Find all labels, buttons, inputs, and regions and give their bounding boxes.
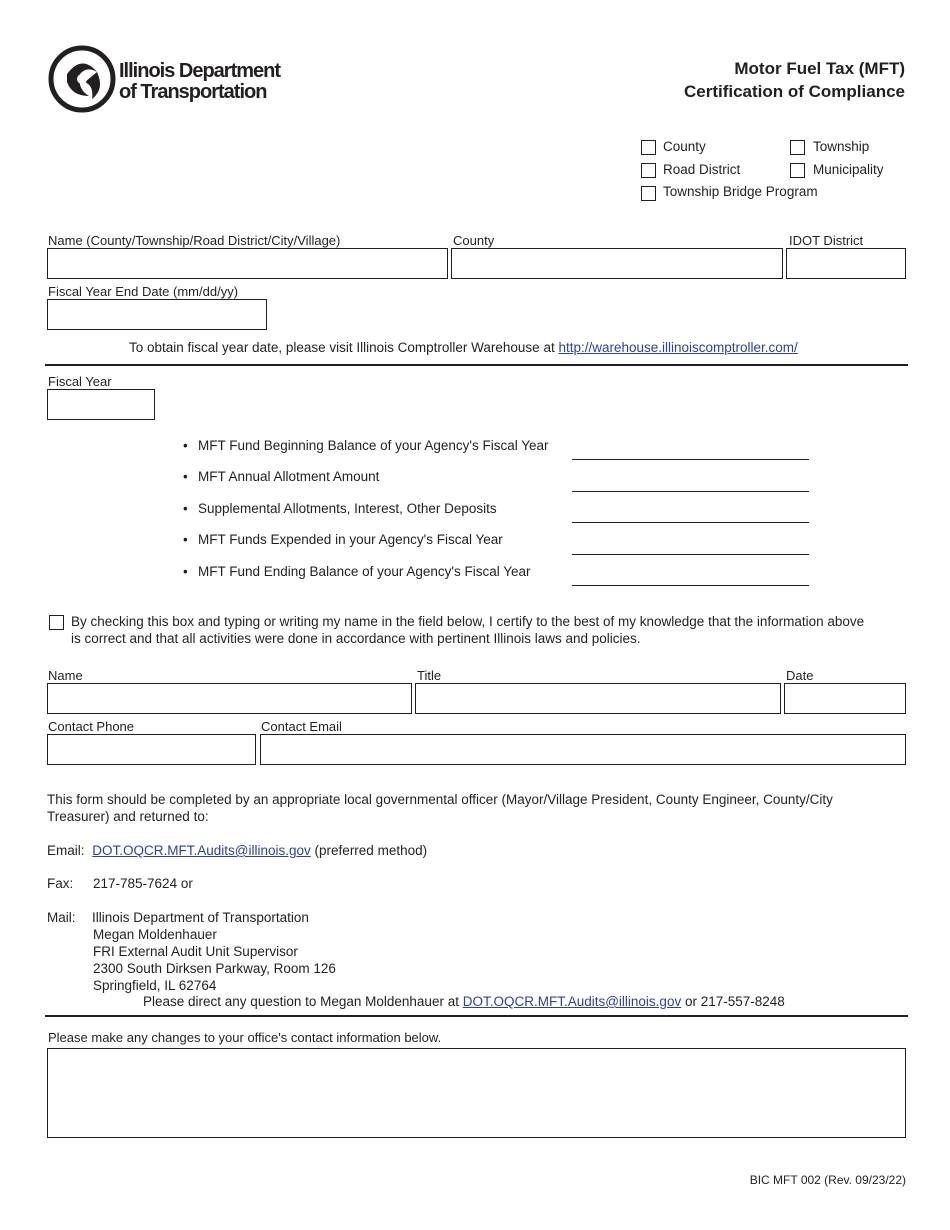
question-prefix: Please direct any question to Megan Moldenhauer at [143, 994, 463, 1009]
idot-logo-icon [47, 44, 117, 114]
mail-line: 2300 South Dirksen Parkway, Room 126 [93, 961, 336, 976]
instructions-line1: This form should be completed by an appropriate local governmental officer (Mayor/Village President, County Engineer, County/City [47, 792, 833, 807]
balance-input-line[interactable] [572, 554, 809, 555]
signer-title-label: Title [417, 668, 442, 683]
county-label: County [453, 233, 495, 248]
mail-label: Mail: [47, 910, 76, 925]
balance-input-line[interactable] [572, 491, 809, 492]
fiscal-year-field[interactable] [47, 389, 155, 420]
form-id: BIC MFT 002 (Rev. 09/23/22) [749, 1173, 906, 1187]
idot-logo [47, 44, 307, 114]
contact-email-field[interactable] [260, 734, 906, 765]
agency-name-field[interactable] [47, 248, 448, 279]
balance-item: • MFT Funds Expended in your Agency's Fiscal Year [183, 532, 503, 548]
idot-district-label: IDOT District [789, 233, 864, 248]
signer-name-label: Name [48, 668, 83, 683]
checkbox-municipality[interactable] [790, 163, 805, 178]
checkbox-road-district[interactable] [641, 163, 656, 178]
divider-1 [45, 364, 908, 366]
certify-checkbox[interactable] [49, 615, 64, 630]
mail-line: Megan Moldenhauer [93, 927, 217, 942]
certify-line2: is correct and that all activities were done in accordance with pertinent Illinois laws and policies. [71, 631, 641, 646]
mail-line: Illinois Department of Transportation [92, 910, 309, 925]
fax-number: 217-785-7624 or [93, 876, 193, 891]
checkbox-county[interactable] [641, 140, 656, 155]
email-link[interactable]: DOT.OQCR.MFT.Audits@illinois.gov [92, 843, 311, 858]
fiscal-year-end-field[interactable] [47, 299, 267, 330]
mail-line: FRI External Audit Unit Supervisor [93, 944, 298, 959]
instructions-line2: Treasurer) and returned to: [47, 809, 209, 824]
warehouse-link[interactable]: http://warehouse.illinoiscomptroller.com/ [558, 340, 798, 355]
checkbox-township-bridge[interactable] [641, 186, 656, 201]
fiscal-year-end-label: Fiscal Year End Date (mm/dd/yy) [48, 284, 239, 299]
signer-title-field[interactable] [415, 683, 781, 714]
county-field[interactable] [451, 248, 783, 279]
email-label: Email: [47, 843, 85, 858]
warehouse-note [129, 339, 798, 356]
email-row [47, 842, 427, 859]
form-title [684, 57, 905, 103]
divider-2 [45, 1015, 908, 1017]
contact-phone-label: Contact Phone [48, 719, 135, 734]
changes-label: Please make any changes to your office's contact information below. [48, 1030, 442, 1045]
logo-line2: of Transportation [119, 81, 267, 103]
balance-item: • MFT Fund Beginning Balance of your Agency's Fiscal Year [183, 438, 549, 454]
balance-input-line[interactable] [572, 585, 809, 586]
checkbox-township-bridge-label: Township Bridge Program [663, 184, 818, 199]
checkbox-road-district-label: Road District [663, 162, 741, 177]
signer-name-field[interactable] [47, 683, 412, 714]
checkbox-township-label: Township [813, 139, 870, 154]
fiscal-year-label: Fiscal Year [48, 374, 112, 389]
checkbox-township[interactable] [790, 140, 805, 155]
question-line [143, 993, 785, 1010]
signer-date-label: Date [786, 668, 814, 683]
certify-line1: By checking this box and typing or writing my name in the field below, I certify to the best of my knowledge that the information above [71, 614, 865, 629]
balance-input-line[interactable] [572, 459, 809, 460]
balance-item: • Supplemental Allotments, Interest, Other Deposits [183, 501, 497, 517]
fax-label: Fax: [47, 876, 74, 891]
mail-line: Springfield, IL 62764 [93, 978, 217, 993]
mail-address [92, 909, 336, 994]
changes-field[interactable] [47, 1048, 906, 1138]
balance-input-line[interactable] [572, 522, 809, 523]
logo-line1: Illinois Department [119, 60, 281, 82]
signer-date-field[interactable] [784, 683, 906, 714]
instructions-text [47, 791, 833, 825]
certify-text [71, 613, 864, 647]
question-email-link[interactable]: DOT.OQCR.MFT.Audits@illinois.gov [462, 994, 682, 1009]
question-suffix: or 217-557-8248 [681, 994, 785, 1009]
checkbox-county-label: County [663, 139, 706, 154]
warehouse-note-text: To obtain fiscal year date, please visit Illinois Comptroller Warehouse at [129, 340, 559, 355]
email-note: (preferred method) [314, 843, 428, 858]
balance-item: • MFT Fund Ending Balance of your Agency's Fiscal Year [183, 564, 531, 580]
form-title-line2: Certification of Compliance [683, 82, 905, 101]
checkbox-municipality-label: Municipality [813, 162, 884, 177]
balance-item: • MFT Annual Allotment Amount [183, 469, 379, 485]
idot-district-field[interactable] [786, 248, 906, 279]
form-title-line1: Motor Fuel Tax (MFT) [734, 59, 905, 78]
agency-name-label: Name (County/Township/Road District/City/Village) [48, 233, 341, 248]
contact-email-label: Contact Email [261, 719, 342, 734]
contact-phone-field[interactable] [47, 734, 256, 765]
